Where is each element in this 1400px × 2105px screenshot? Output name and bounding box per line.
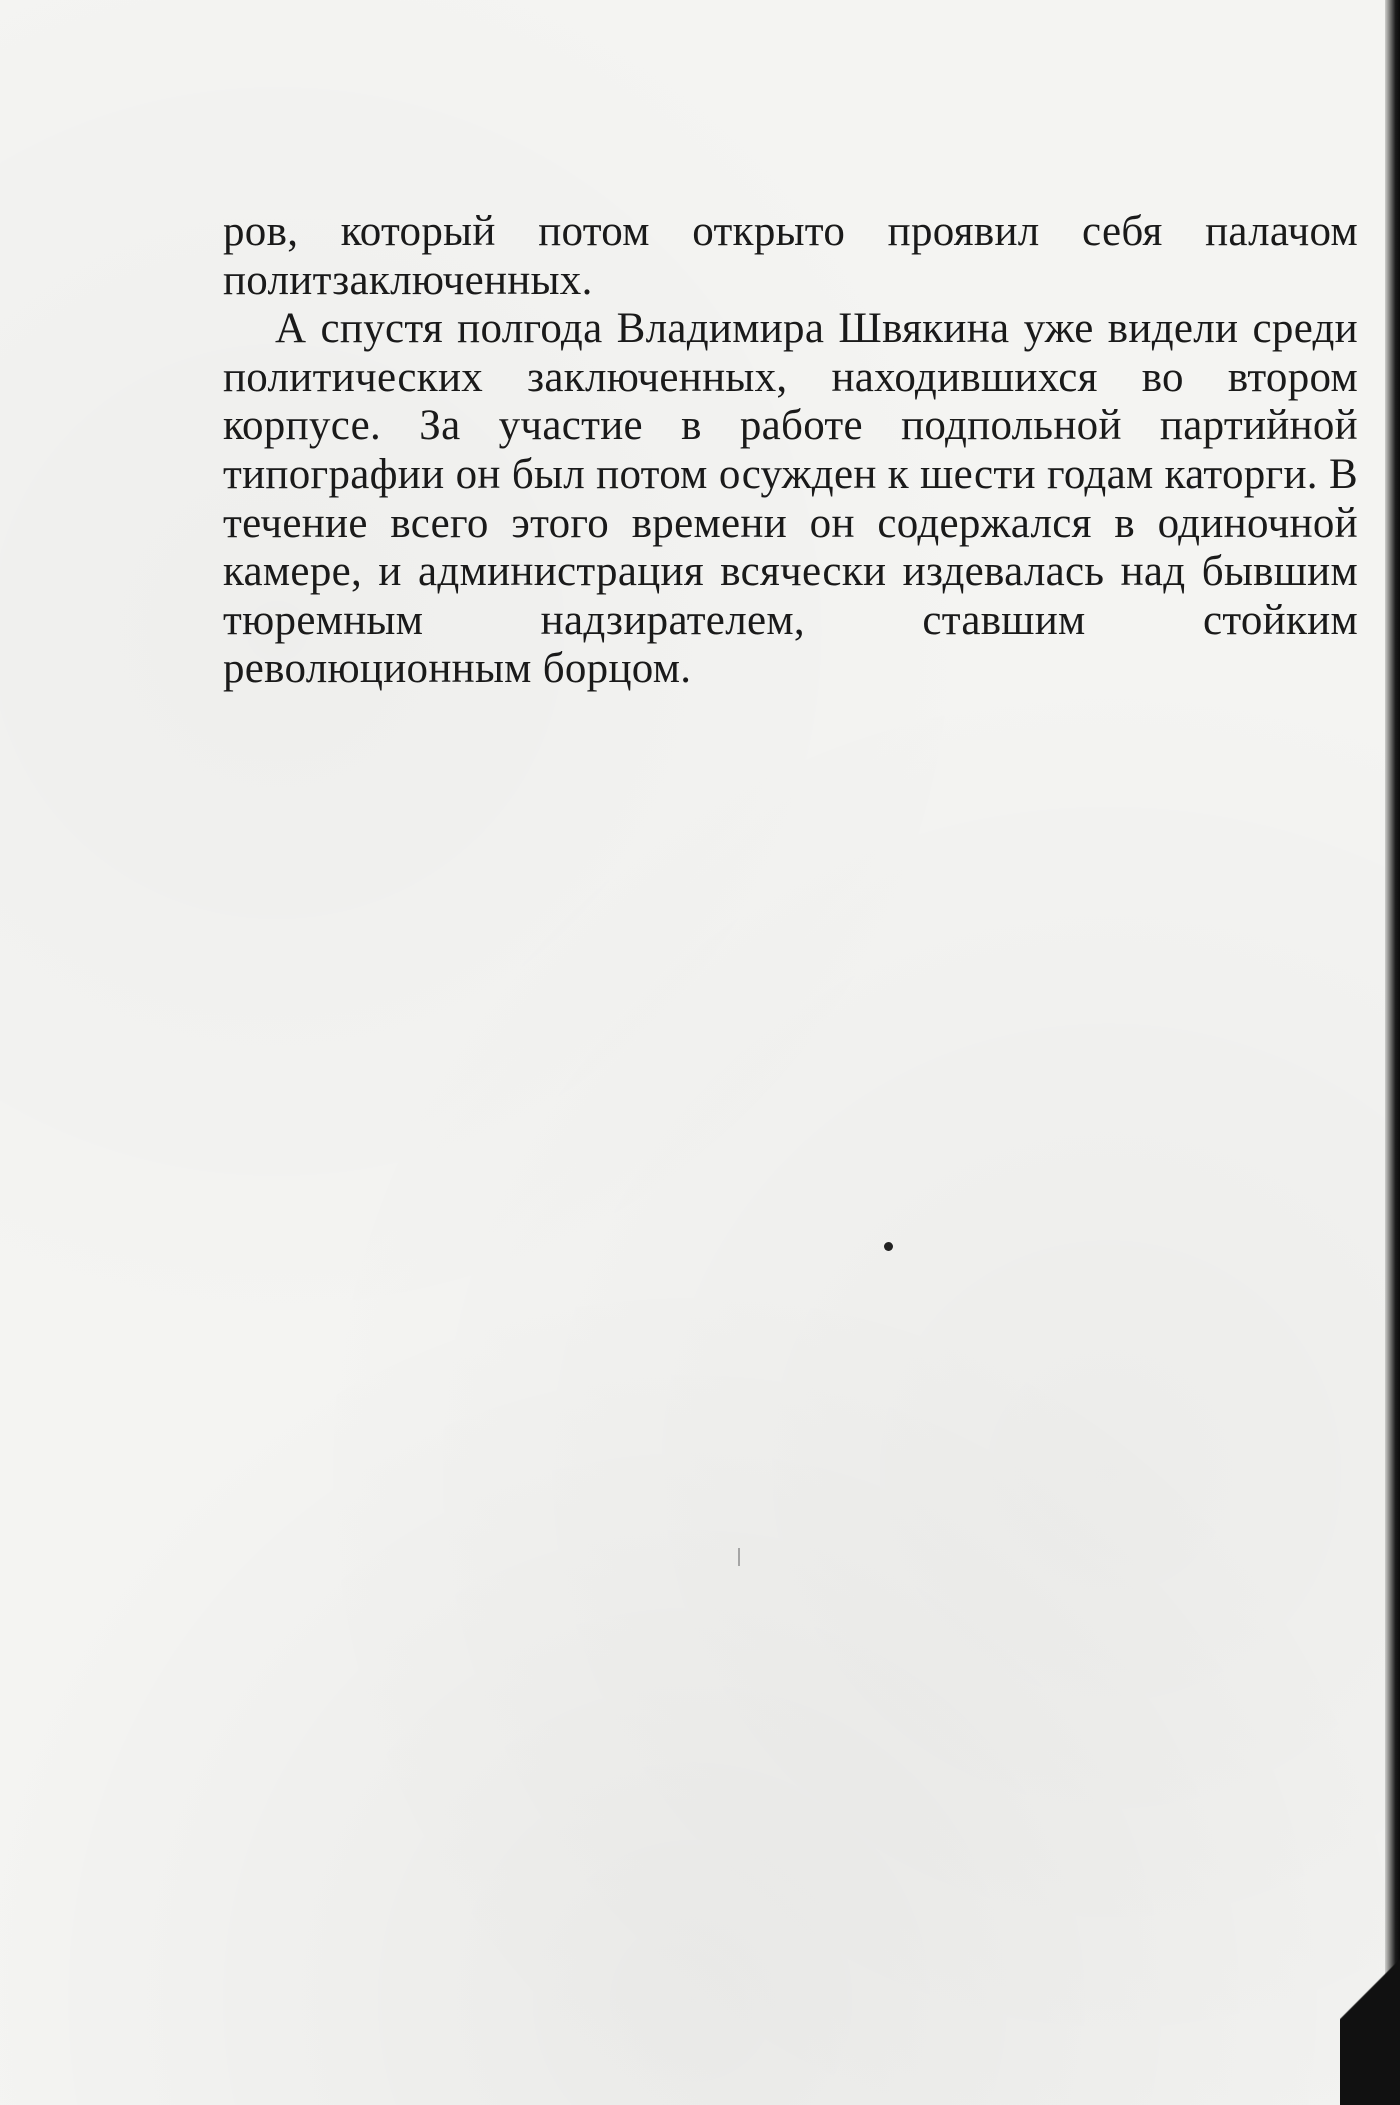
paragraph-1: ров, который потом открыто проявил себя палачом политзаключенных. — [223, 208, 1358, 304]
page-edge-shadow — [1385, 0, 1400, 2105]
page-corner-shadow — [1340, 1955, 1400, 2105]
paragraph-2: А спустя полгода Владимира Швякина уже видели среди политических заключенных, находившихся во втором корпусе. За участие в работе подпольной партийной типографии он был потом осужден к шести годам каторги. В течение всего этого времени он содержался в одиночной камере, и администрация всячески издевалась над бывшим тюремным надзирателем, ставшим стойким революционным борцом. — [223, 305, 1358, 693]
page-text — [223, 208, 1358, 694]
ink-speck — [884, 1242, 893, 1251]
paper-mark — [738, 1548, 740, 1566]
